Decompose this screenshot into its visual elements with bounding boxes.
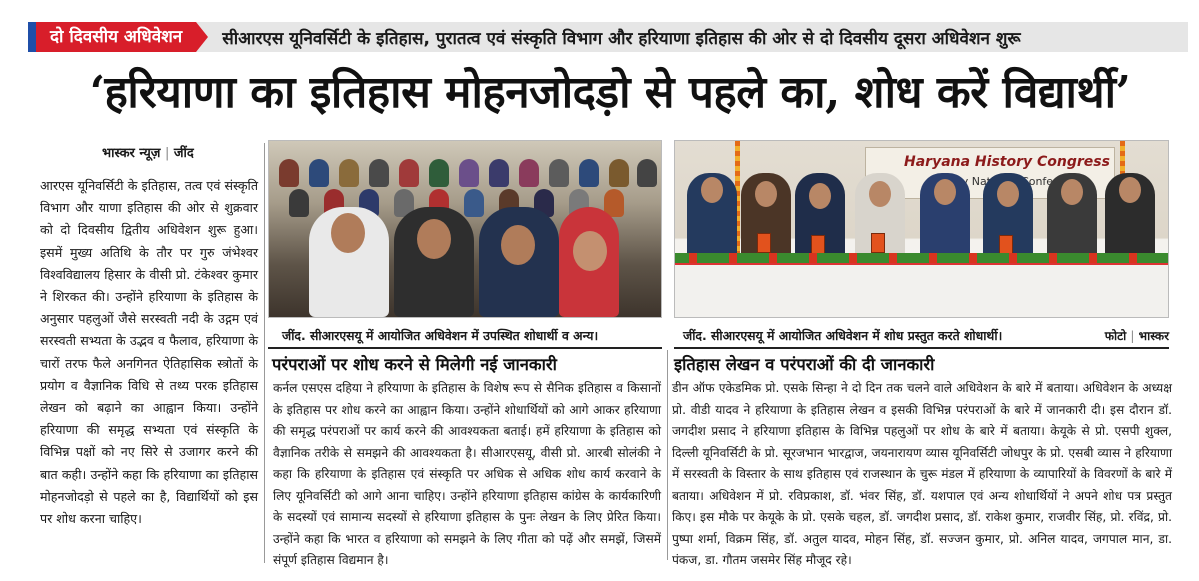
- mid-section-rule: [268, 347, 662, 349]
- right-section-body: डीन ऑफ एकेडमिक प्रो. एसके सिन्हा ने दो दिन तक चलने वाले अधिवेशन के बारे में बताया। अधिवेशन के अध्यक्ष प्रो. वीडी यादव ने हरियाणा के इतिहास लेखन व इसकी विभिन्न परंपराओं के बारे में जानकारी दी। इस दौरान डॉ. जगदीश प्रसाद ने हरियाणा इतिहास के विभिन्न पहलुओं पर शोध के बारे में बताया। केयूके से प्रो. एसपी शुक्ल, दिल्ली यूनिवर्सिटी के प्रो. सूरजभान भारद्वाज, जयनारायण व्यास यूनिवर्सिटी जोधपुर के प्रो. एसबी व्यास ने हरियाणा में सरस्वती के विस्तार के साथ इतिहास एवं राजस्थान के चुरू मंडल में हरियाणा के व्यापारियों के विवरणों के बारे में बताया। अधिवेशन में प्रो. रविप्रकाश, डॉ. भंवर सिंह, डॉ. यशपाल एवं अन्य शोधार्थियों ने अपने शोध पत्र प्रस्तुत किए। इस मौके पर केयूके के प्रो. एसके चहल, डॉ. जगदीश प्रसाद, डॉ. राकेश कुमार, राजवीर सिंह, प्रो. रविंद्र, प्रो. पुष्पा शर्मा, विक्रम सिंह, डॉ. अतुल यादव, मोहन सिंह, डॉ. सज्जन कुमार, प्रो. अनिल यादव, जगपाल मान, डा. पंकज, डा. गौतम जसमेर सिंह मौजूद रहे।: [672, 381, 1172, 567]
- book-3: [871, 233, 885, 253]
- section-tag: दो दिवसीय अधिवेशन: [36, 22, 196, 52]
- topbar-strap: [28, 22, 1188, 52]
- photo2-caption: जींद. सीआरएसयू में आयोजित अधिवेशन में शोध प्रस्तुत करते शोधार्थी।: [683, 328, 1003, 343]
- guest-7-head: [1061, 179, 1083, 205]
- guest-1-head: [701, 177, 723, 203]
- photo-credit-separator: |: [1130, 329, 1135, 343]
- photo-credit-source: भास्कर: [1138, 329, 1169, 343]
- front-person-4-head: [573, 231, 607, 271]
- right-section-rule: [674, 347, 1169, 349]
- section-divider: [667, 350, 668, 560]
- section-tag-arrow: [196, 22, 208, 52]
- banner-title: Haryana History Congress: [904, 154, 1110, 170]
- book-4: [999, 235, 1013, 255]
- photo-credit-label: फोटो: [1104, 329, 1127, 343]
- mid-section-heading: परंपराओं पर शोध करने से मिलेगी नई जानकारी: [272, 355, 557, 374]
- guest-2-head: [755, 181, 777, 207]
- guest-3-head: [809, 183, 831, 209]
- mid-section-body: कर्नल एसएस दहिया ने हरियाणा के इतिहास के विशेष रूप से सैनिक इतिहास व किसानों के इतिहास पर शोध करने का आह्वान किया। उन्होंने शोधार्थियों को आगे आकर हरियाणा की समृद्ध परंपराओं पर कार्य करने की आवश्यकता बताई। हमें हरियाणा के इतिहास को वैज्ञानिक तरीके से समझने की आवश्यकता है। सीआरएसयू, वीसी प्रो. आरबी सोलंकी ने कहा कि हरियाणा के इतिहास एवं संस्कृति पर अधिक से अधिक शोध कार्य करवाने के लिए यूनिवर्सिटी को आगे आना चाहिए। उन्होंने हरियाणा इतिहास कांग्रेस के कार्यकारिणी के सदस्यों एवं सामान्य सदस्यों से हरियाणा इतिहास के पुनः लेखन के लिए प्रेरित किया। उन्होंने कहा कि भारत व हरियाणा को समझने के लिए गीता को पढ़ें और समझें, जिसमें संपूर्ण इतिहास विद्यमान है।: [273, 381, 661, 567]
- crowd-back-row: [269, 159, 661, 187]
- audience-photo: [268, 140, 662, 318]
- front-person-3-head: [501, 225, 535, 265]
- byline: [40, 143, 258, 161]
- guest-5-head: [934, 179, 956, 205]
- dignitaries-photo: [674, 140, 1169, 318]
- byline-source: भास्कर न्यूज़: [102, 146, 161, 161]
- book-2: [811, 235, 825, 255]
- photo1-caption: जींद. सीआरएसयू में आयोजित अधिवेशन में उपस्थित शोधार्थी व अन्य।: [282, 328, 599, 343]
- photo-credit: [1105, 327, 1169, 344]
- topbar-accent: [28, 22, 36, 52]
- main-headline: ‘हरियाणा का इतिहास मोहनजोदड़ो से पहले का, शोध करें विद्यार्थी’: [89, 67, 1131, 118]
- guest-4-head: [869, 181, 891, 207]
- byline-place: जींद: [173, 146, 194, 161]
- flower-decoration: [675, 253, 1168, 263]
- guest-6-head: [997, 181, 1019, 207]
- strap-line: सीआरएस यूनिवर्सिटी के इतिहास, पुरातत्व एवं संस्कृति विभाग और हरियाणा इतिहास की ओर से दो दिवसीय दूसरा अधिवेशन शुरू: [222, 28, 1021, 49]
- book-1: [757, 233, 771, 253]
- left-article-body: आरएस यूनिवर्सिटी के इतिहास, तत्व एवं संस्कृति विभाग और याणा इतिहास की ओर से शुक्रवार को दो दिवसीय द्वितीय अधिवेशन शुरू हुआ। इसमें मुख्य अतिथि के तौर पर गुरु जंभेश्वर विश्वविद्यालय हिसार के वीसी प्रो. टंकेश्वर कुमार ने शिरकत की। उन्होंने हरियाणा के इतिहास के अनुसार पहलुओं जैसे सरस्वती नदी के उद्गम एवं सरस्वती सभ्यता के उद्भव व फैलाव, हरियाणा के चारों तरफ फैले अनगिनत ऐतिहासिक स्त्रोतों के प्रयोग व वैज्ञानिक विधि से तथ्य परक इतिहास लेखन को बढ़ाने का आह्वान किया। उन्होंने हरियाणा की समृद्ध सभ्यता एवं संस्कृति के विभिन्न पक्षों को नए सिरे से उजागर करने की बात कही। उन्होंने कहा कि हरियाणा का इतिहास मोहनजोदड़ो से पहले का है, विद्यार्थियों को इस पर शोध करना चाहिए।: [40, 178, 258, 527]
- left-column: [40, 143, 258, 530]
- stage-table: [675, 263, 1168, 317]
- right-section-heading: इतिहास लेखन व परंपराओं की दी जानकारी: [674, 355, 935, 374]
- byline-separator: |: [164, 146, 170, 161]
- front-person-1-head: [331, 213, 365, 253]
- front-person-2-head: [417, 219, 451, 259]
- guest-8-head: [1119, 177, 1141, 203]
- column-divider: [264, 143, 265, 563]
